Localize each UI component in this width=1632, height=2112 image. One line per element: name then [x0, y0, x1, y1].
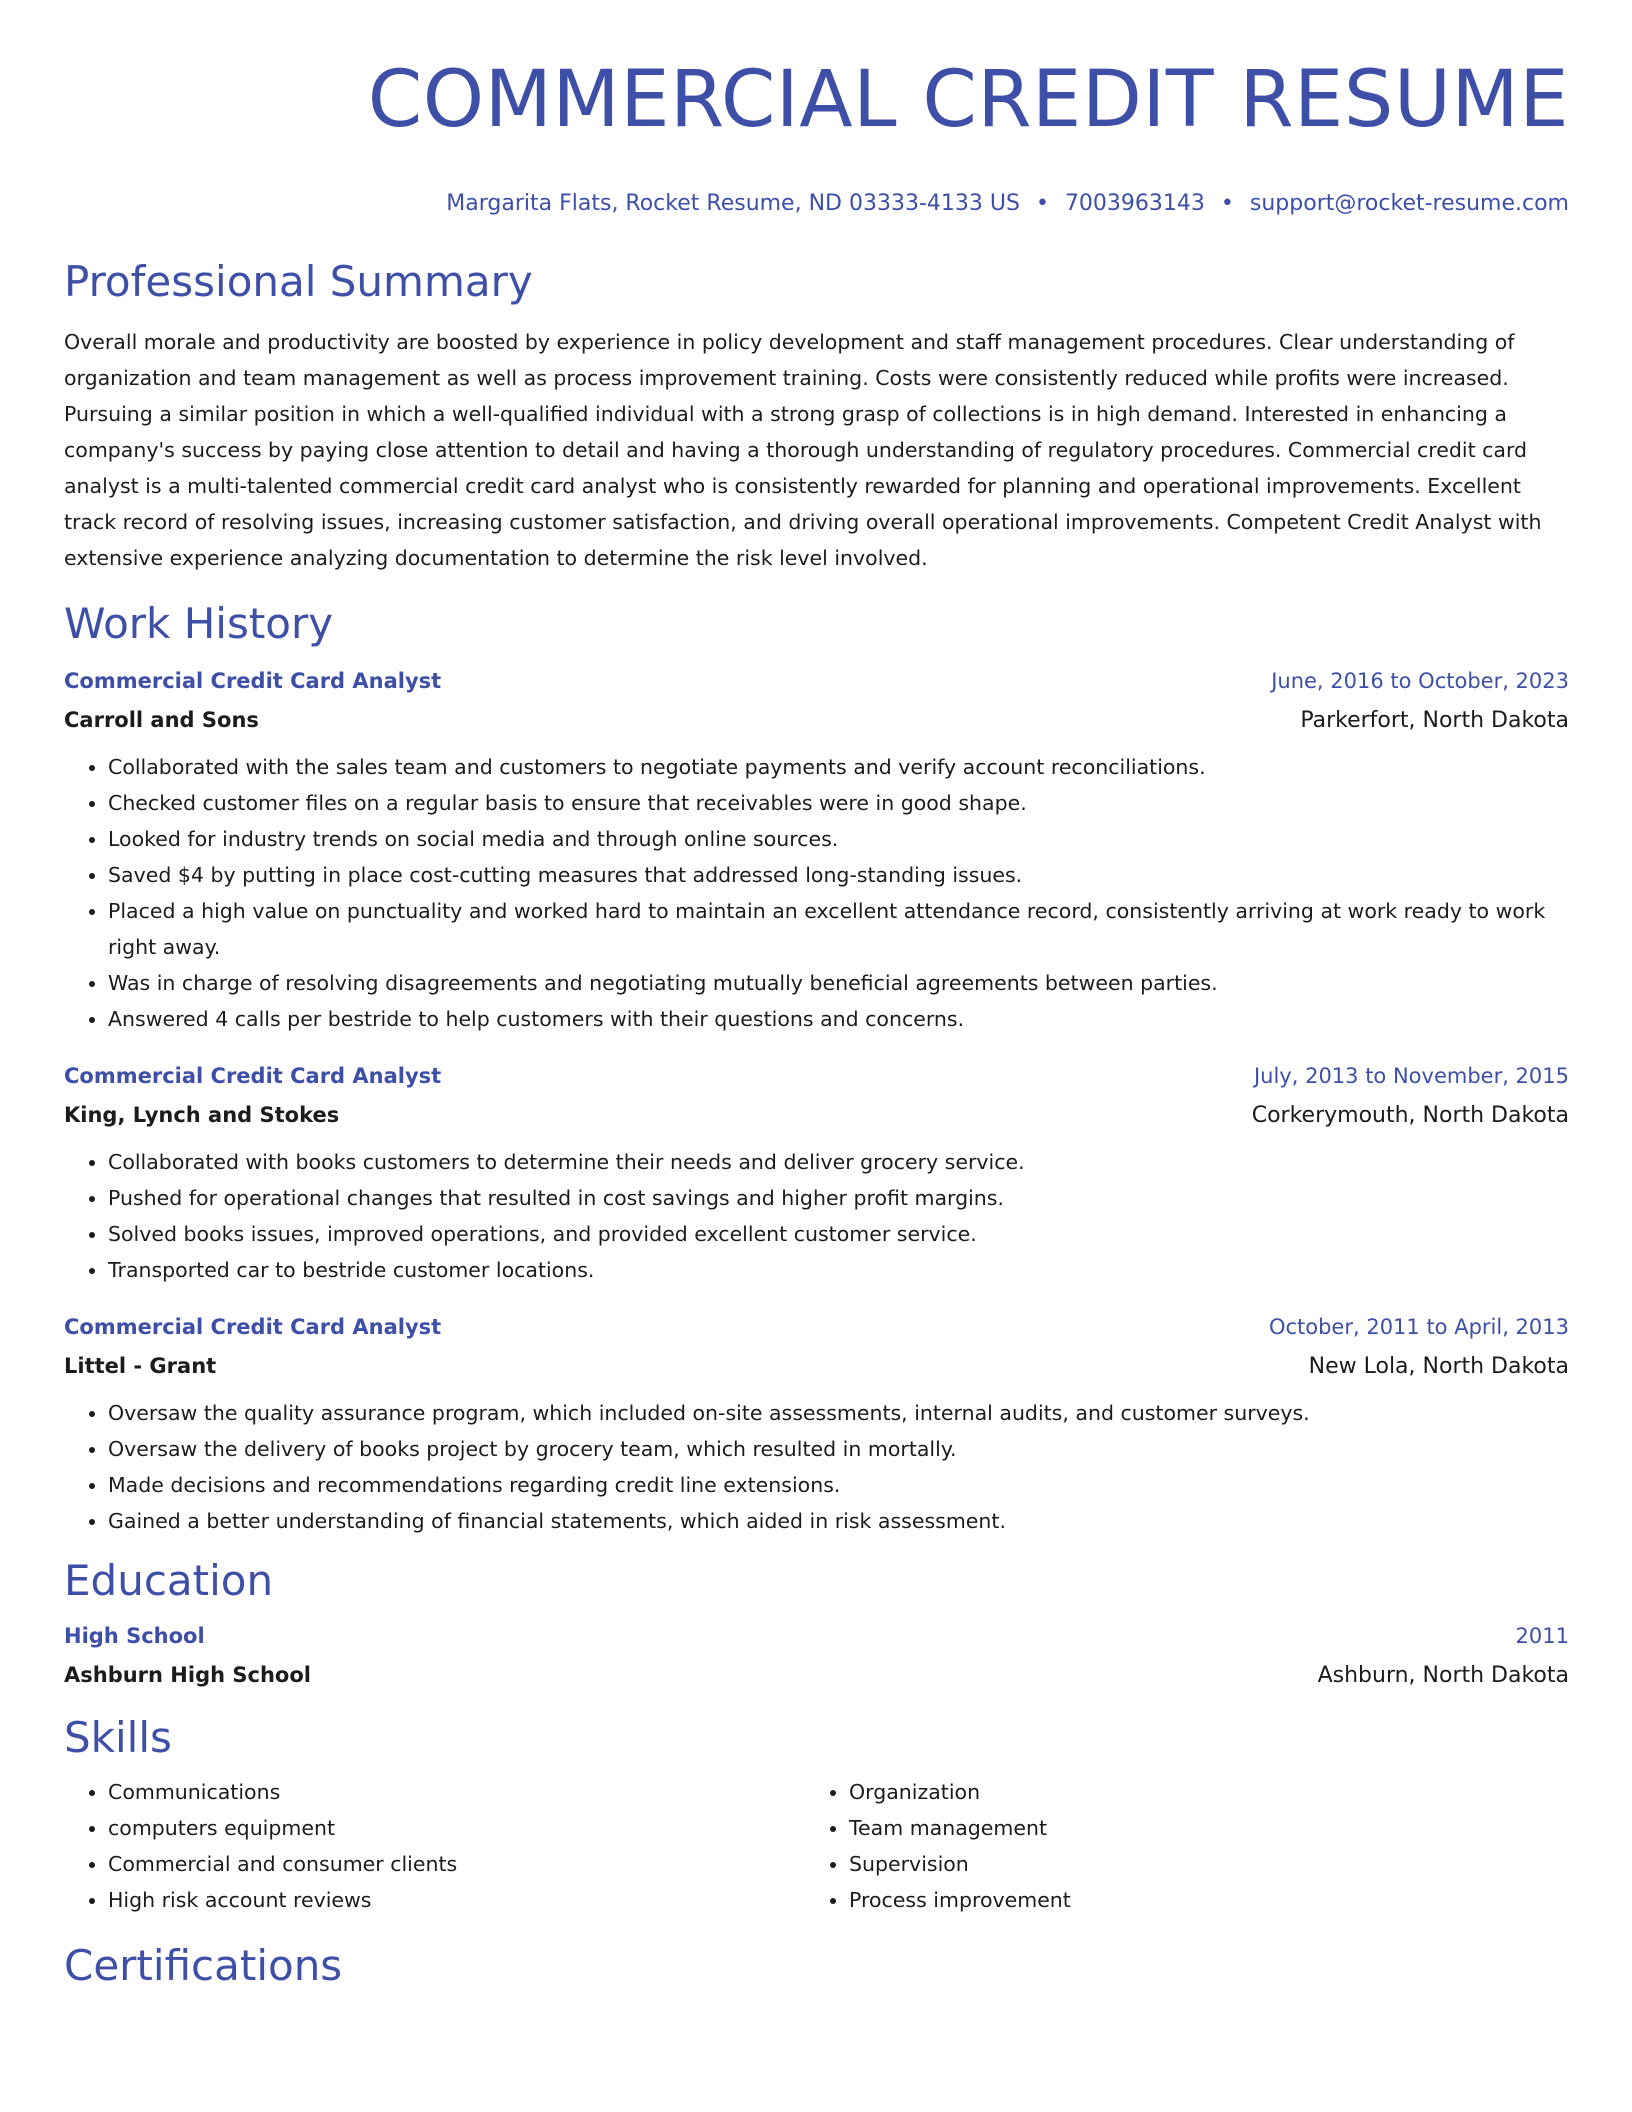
skills-list-left	[64, 1774, 805, 1918]
job-company: Littel - Grant	[64, 1354, 217, 1378]
job-dates: June, 2016 to October, 2023	[1271, 669, 1569, 693]
list-item: • Checked customer files on a regular basis to ensure that receivables were in good shape.	[108, 785, 1569, 821]
list-item: • Made decisions and recommendations regarding credit line extensions.	[108, 1467, 1569, 1503]
job-company: King, Lynch and Stokes	[64, 1103, 340, 1127]
skill-item: • Organization	[849, 1774, 1546, 1810]
list-item: • Pushed for operational changes that resulted in cost savings and higher profit margins.	[108, 1180, 1569, 1216]
contact-email[interactable]: support@rocket-resume.com	[1249, 191, 1569, 216]
list-item: • Solved books issues, improved operations, and provided excellent customer service.	[108, 1216, 1569, 1252]
job-dates: July, 2013 to November, 2015	[1253, 1064, 1569, 1088]
skill-item: • Team management	[849, 1810, 1546, 1846]
skill-item: • Communications	[108, 1774, 805, 1810]
summary-text: Overall morale and productivity are boosted by experience in policy development and staff management procedures. Clear understanding of organization and team management as well as process improvement training. Costs were consistently reduced while profits were increased. Pursuing a similar position in which a well-qualified individual with a strong grasp of collections is in high demand. Interested in enhancing a company's success by paying close attention to detail and having a thorough understanding of regulatory procedures. Commercial credit card analyst is a multi-talented commercial credit card analyst who is consistently rewarded for planning and operational improvements. Excellent track record of resolving issues, increasing customer satisfaction, and driving overall operational improvements. Competent Credit Analyst with extensive experience analyzing documentation to determine the risk level involved.	[64, 330, 1542, 570]
list-item: • Oversaw the quality assurance program, which included on-site assessments, internal audits, and customer surveys.	[108, 1395, 1569, 1431]
job-dates: October, 2011 to April, 2013	[1268, 1315, 1569, 1339]
job-location: Parkerfort, North Dakota	[1300, 708, 1569, 733]
resume-title: COMMERCIAL CREDIT RESUME	[367, 55, 1569, 145]
resume-page	[64, 0, 1569, 1994]
contact-separator: •	[1220, 191, 1234, 216]
job-bullets	[64, 1395, 1569, 1539]
certifications-heading: Certifications	[64, 1941, 343, 1990]
list-item: • Collaborated with books customers to determine their needs and deliver grocery service.	[108, 1144, 1569, 1180]
education-year: 2011	[1515, 1624, 1569, 1648]
job-bullets	[64, 749, 1569, 1037]
job-title: Commercial Credit Card Analyst	[64, 669, 442, 693]
job-title: Commercial Credit Card Analyst	[64, 1315, 442, 1339]
skill-item: • Supervision	[849, 1846, 1546, 1882]
job-bullets	[64, 1144, 1569, 1288]
work-history-heading: Work History	[64, 599, 334, 648]
list-item: • Saved $4 by putting in place cost-cutting measures that addressed long-standing issues.	[108, 857, 1569, 893]
skill-item: • computers equipment	[108, 1810, 805, 1846]
job-company: Carroll and Sons	[64, 708, 259, 732]
job-entry	[64, 1308, 1569, 1539]
skills-heading: Skills	[64, 1713, 172, 1762]
skills-grid	[64, 1774, 1569, 1918]
education-entry	[64, 1617, 1569, 1696]
job-title: Commercial Credit Card Analyst	[64, 1064, 442, 1088]
skills-list-right	[805, 1774, 1546, 1918]
list-item: • Oversaw the delivery of books project by grocery team, which resulted in mortally.	[108, 1431, 1569, 1467]
list-item: • Collaborated with the sales team and customers to negotiate payments and verify account reconciliations.	[108, 749, 1569, 785]
contact-phone: 7003963143	[1064, 191, 1205, 216]
education-heading: Education	[64, 1556, 274, 1605]
job-location: Corkerymouth, North Dakota	[1251, 1103, 1569, 1128]
list-item: • Was in charge of resolving disagreements and negotiating mutually beneficial agreements between parties.	[108, 965, 1569, 1001]
list-item: • Placed a high value on punctuality and worked hard to maintain an excellent attendance record, consistently arriving at work ready to work right away.	[108, 893, 1569, 965]
contact-separator: •	[1035, 191, 1049, 216]
list-item: • Gained a better understanding of financial statements, which aided in risk assessment.	[108, 1503, 1569, 1539]
skill-item: • Process improvement	[849, 1882, 1546, 1918]
summary-heading: Professional Summary	[64, 257, 533, 306]
list-item: • Looked for industry trends on social media and through online sources.	[108, 821, 1569, 857]
job-entry	[64, 1057, 1569, 1288]
education-degree: High School	[64, 1624, 205, 1648]
contact-address: Margarita Flats, Rocket Resume, ND 03333-4133 US	[446, 191, 1020, 216]
education-school: Ashburn High School	[64, 1663, 311, 1687]
job-entry	[64, 662, 1569, 1037]
list-item: • Answered 4 calls per bestride to help customers with their questions and concerns.	[108, 1001, 1569, 1037]
contact-line	[64, 188, 1569, 220]
education-location: Ashburn, North Dakota	[1317, 1663, 1569, 1688]
skill-item: • High risk account reviews	[108, 1882, 805, 1918]
job-location: New Lola, North Dakota	[1308, 1354, 1569, 1379]
skill-item: • Commercial and consumer clients	[108, 1846, 805, 1882]
list-item: • Transported car to bestride customer locations.	[108, 1252, 1569, 1288]
